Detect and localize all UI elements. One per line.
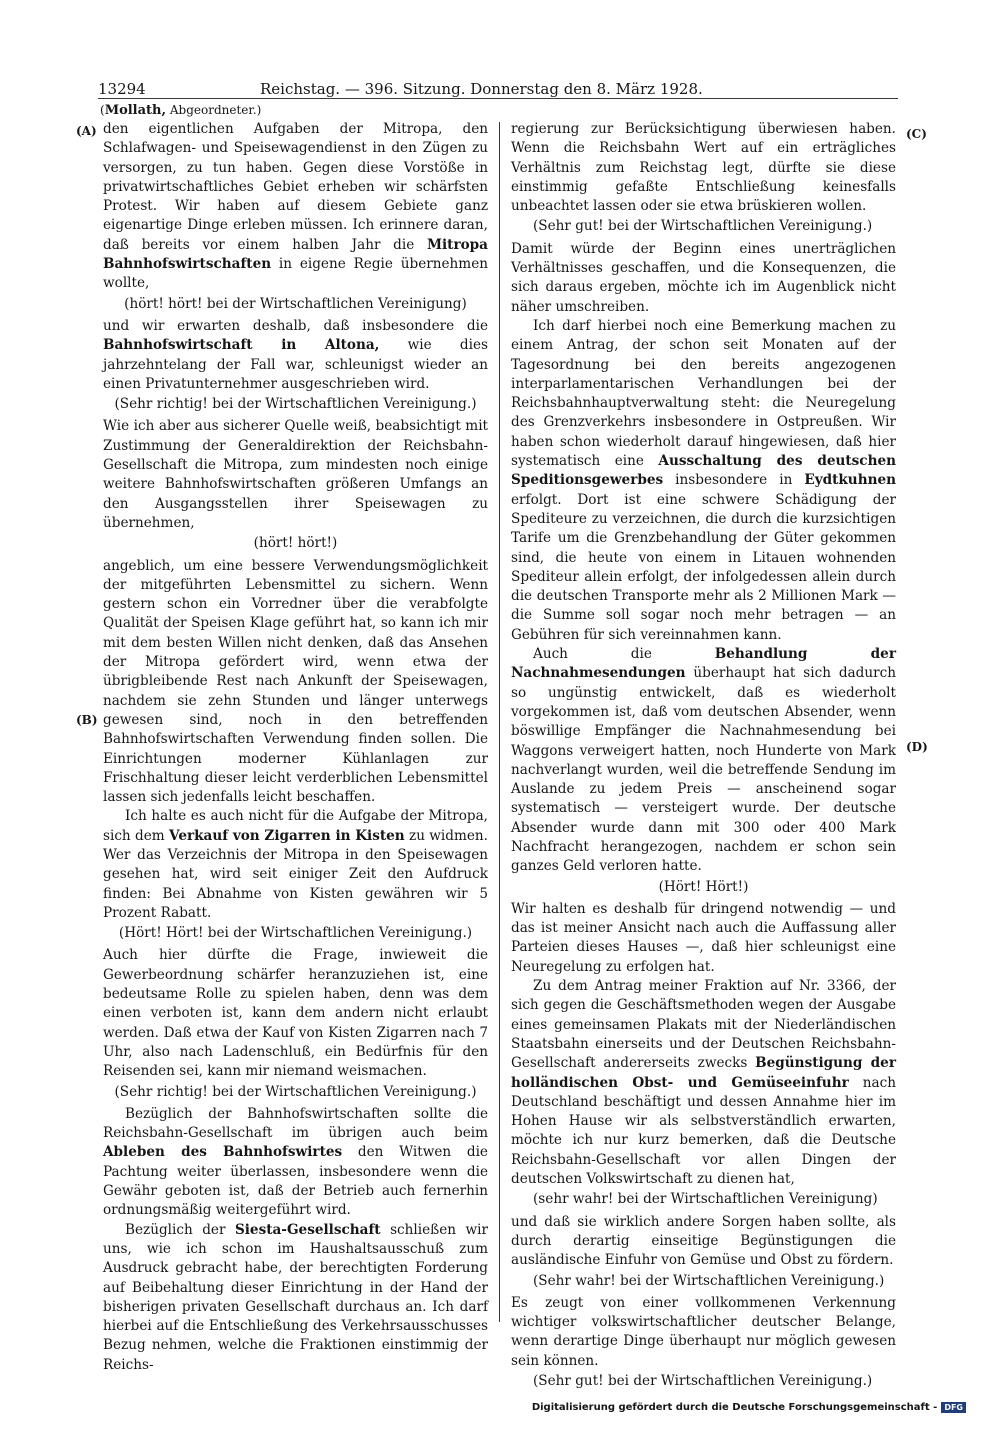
margin-marker-b: (B): [76, 713, 98, 727]
text: zu widmen. Wer das Verzeichnis der Mitropa in den Speisewagen gesehen hat, wird seit einiger Zeit den Aufdruck finden: Bei Abnahme von Kisten gewähren wir 5 Prozent Rabatt.: [103, 827, 488, 921]
interjection: (hört! hört! bei der Wirtschaftlichen Vereinigung): [124, 295, 467, 312]
speaker-line: [100, 103, 261, 118]
dfg-logo: DFG: [941, 1402, 966, 1413]
paragraph: [103, 1221, 488, 1375]
text: in eigene Regie übernehmen wollte,: [103, 256, 488, 292]
paragraph: Wir halten es deshalb für dringend notwendig — und das ist meiner Ansicht nach auch die Auffassung aller Parteien dieses Hauses —, daß hier schleunigst eine Neuregelung zu erfolgen hat.: [511, 900, 896, 975]
text: den eigentlichen Aufgaben der Mitropa, den Schlafwagen- und Speisewagendienst in den Zügen zu versorgen, zu tun haben. Gegen diese Vorstöße in privatwirtschaftliches Gebiet erheben wir schärfsten Protest. Wir haben auf diesem Gebiete ganz eigenartige Dinge erleben müssen. Ich erinnere daran, daß bereits vor einem halben Jahr die: [103, 121, 488, 253]
header-rule: [98, 98, 898, 99]
interjection: (sehr wahr! bei der Wirtschaftlichen Vereinigung): [533, 1191, 878, 1208]
margin-marker-a: (A): [76, 124, 97, 138]
text: Auch die: [533, 646, 715, 663]
margin-marker-d: (D): [906, 740, 928, 754]
paragraph: Wie ich aber aus sicherer Quelle weiß, beabsichtigt mit Zustimmung der Generaldirektion der Reichsbahn-Gesellschaft die Mitropa, zum mindesten noch einige weitere Bahnhofswirtschaften größeren Umfangs an den Ausgangsstellen ihrer Speisewagen zu übernehmen,: [103, 418, 488, 531]
paragraph: [511, 645, 896, 877]
paragraph: [103, 120, 488, 294]
column-rule: [499, 122, 500, 1322]
interjection: (Sehr richtig! bei der Wirtschaftlichen Vereinigung.): [114, 1083, 477, 1100]
text: schließen wir uns, wie ich schon im Haushaltsausschuß zum Ausdruck gebracht habe, der berechtigten Forderung auf Beibehaltung dieser Einrichtung in der Hand der bisherigen privaten Gesellschaft durchaus an. Ich darf hierbei auf die Entschließung des Verkehrsausschusses Bezug nehmen, welche die Fraktionen einstimmig der Reichs-: [103, 1221, 489, 1373]
paragraph: [103, 317, 488, 394]
paragraph: [511, 317, 896, 645]
emphasis: Ableben des Bahnhofswirtes: [103, 1144, 343, 1161]
emphasis: Behandlung der Nachnahmesendungen: [511, 646, 896, 682]
text: und wir erwarten deshalb, daß insbesondere die: [103, 317, 488, 334]
interjection: (Sehr gut! bei der Wirtschaftlichen Vereinigung.): [533, 1373, 873, 1389]
interjection: (hört! hört!): [253, 535, 338, 552]
interjection: (Sehr gut! bei der Wirtschaftlichen Vereinigung.): [533, 218, 873, 235]
margin-marker-c: (C): [906, 127, 927, 141]
text: nach Deutschland beschäftigt und dessen Annahme hier im Hohen Hause wir als selbstverständlich erwarten, möchte ich nur kurz bemerken, daß die Deutsche Reichsbahn-Gesellschaft vor allen Dingen der deutschen Volkswirtschaft zu dienen hat,: [511, 1074, 896, 1188]
paragraph: regierung zur Berücksichtigung überwiesen haben. Wenn die Reichsbahn Wert auf ein erträgliches Verhältnis zum Reichstag legt, dürfte sie diese einstimmig gefaßte Entschließung keinesfalls unbeachtet lassen oder sie etwa brüskieren wollen.: [511, 121, 896, 215]
speaker-role: Abgeordneter.): [169, 103, 262, 117]
text: Zu dem Antrag meiner Fraktion auf Nr. 3366, der sich gegen die Geschäftsmethoden wegen der Ausgabe eines gemeinsamen Plakats mit der Niederländischen Staatsbahn einerseits und der Deutschen Reichsbahn-Gesellschaft andererseits zwecks: [511, 978, 896, 1072]
paragraph: [103, 807, 488, 923]
emphasis: Begünstigung der holländischen Obst- und Gemüseeinfuhr: [511, 1055, 896, 1091]
text: Bezüglich der: [125, 1221, 235, 1238]
digitization-credit: [532, 1402, 966, 1413]
paragraph: und daß sie wirklich andere Sorgen haben sollte, als durch derartig einseitige Begünstigungen die ausländische Einfuhr von Gemüse und Obst zu fördern.: [511, 1213, 896, 1269]
running-head: Reichstag. — 396. Sitzung. Donnerstag den 8. März 1928.: [260, 80, 703, 98]
text: Bezüglich der Bahnhofswirtschaften sollte die Reichsbahn-Gesellschaft im übrigen auch beim: [103, 1105, 488, 1142]
interjection: (Hört! Hört! bei der Wirtschaftlichen Vereinigung.): [118, 925, 473, 942]
emphasis: Eydtkuhnen: [804, 472, 896, 489]
paragraph: angeblich, um eine bessere Verwendungsmöglichkeit der mitgeführten Lebensmittel zu sichern. Wenn gestern schon ein Vorredner über die verabfolgte Qualität der Speisen Klage geführt hat, so kann ich mir mit dem besten Willen nicht denken, daß das Ansehen der Mitropa gefördert wird, wenn etwa der übrigbleibende Rest nach Ankunft der Speisewagen, nachdem sie zehn Stunden und länger unterwegs gewesen sind, noch in den betreffenden Bahnhofswirtschaften Verwendung finden sollen. Die Einrichtungen moderner Kühlanlagen zur Frischhaltung dieser leicht verderblichen Lebensmittel lassen sich jedenfalls leicht beschaffen.: [103, 557, 488, 806]
credit-text: Digitalisierung gefördert durch die Deutsche Forschungsgemeinschaft -: [531, 1402, 938, 1413]
page-number: 13294: [98, 80, 146, 98]
speaker-open: (: [100, 103, 105, 117]
emphasis: Bahnhofswirtschaft in Altona,: [103, 337, 380, 354]
emphasis: Verkauf von Zigarren in Kisten: [169, 827, 405, 844]
text: den Witwen die Pachtung weiter überlassen, insbesondere wenn die Gewähr geboten ist, daß der Betrieb auch fernerhin ordnungsmäßig weitergeführt wird.: [103, 1144, 488, 1219]
paragraph: Auch hier dürfte die Frage, inwieweit die Gewerbeordnung schärfer heranzuziehen ist, eine bedeutsame Rolle zu spielen haben, denn was dem einen verboten ist, kann dem andern nicht erlaubt werden. Daß etwa der Kauf von Kisten Zigarren nach 7 Uhr, also nach Ladenschluß, ein Bedürfnis für den Reisenden sei, kann mir niemand weismachen.: [103, 947, 488, 1080]
emphasis: Siesta-Gesellschaft: [234, 1221, 381, 1238]
right-column: [511, 120, 896, 1394]
paragraph: Damit würde der Beginn eines unerträglichen Verhältnisses geschaffen, und die Konsequenzen, die sich daraus ergeben, möchte ich im Augenblick nicht näher umschreiben.: [511, 240, 896, 315]
emphasis: Ausschaltung des deutschen Speditionsgewerbes: [511, 453, 897, 489]
left-column: [103, 120, 488, 1375]
interjection: (Sehr richtig! bei der Wirtschaftlichen Vereinigung.): [114, 396, 477, 413]
text: überhaupt hat sich dadurch so ungünstig entwickelt, daß es wiederholt vorgekommen ist, daß vom deutschen Absender, wenn böswillige Empfänger die Nachnahmesendung bei Waggons verweigert hatten, noch Hunderte von Mark nachverlangt wurden, weil die betreffende Sendung im Auslande zu jedem Preis — anscheinend sogar systematisch — versteigert wurde. Der deutsche Absender wurde dann mit 300 oder 400 Mark Nachfracht herangezogen, nachdem er schon sein ganzes Geld verloren hatte.: [511, 665, 896, 875]
text: Ich darf hierbei noch eine Bemerkung machen zu einem Antrag, der schon seit Monaten auf der Tagesordnung bei den bereits angezogenen interparlamentarischen Verhandlungen bei der Reichsbahnhauptverwaltung steht: die Neuregelung des Grenzverkehrs insbesondere in Ostpreußen. Wir haben schon wiederholt darauf hingewiesen, daß hier systematisch eine: [511, 317, 896, 470]
interjection: (Hört! Hört!): [658, 878, 749, 895]
interjection: (Sehr wahr! bei der Wirtschaftlichen Vereinigung.): [533, 1272, 885, 1289]
paragraph: [103, 1105, 488, 1221]
paragraph: [511, 977, 896, 1189]
text: insbesondere in: [663, 472, 805, 489]
paragraph: Es zeugt von einer vollkommenen Verkennung wichtiger volkswirtschaftlicher deutscher Belange, wenn derartige Dinge überhaupt nur möglich gewesen sein können.: [511, 1294, 896, 1369]
text: wie dies jahrzehntelang der Fall war, schleunigst wieder an einen Privatunternehmer ausgeschrieben wird.: [103, 337, 488, 392]
emphasis: Mitropa Bahnhofswirtschaften: [103, 236, 488, 273]
speaker-name: Mollath,: [104, 103, 167, 118]
text: erfolgt. Dort ist eine schwere Schädigung der Spediteure zu verzeichnen, die durch die kurzsichtigen Tarife um die Grenzbehandlung der Güter gekommen sind, die heute von einem in Litauen wohnenden Spediteur allein erfolgt, der infolgedessen allein durch die deutschen Transporte mehr als 2 Millionen Mark — die Summe soll sogar noch mehr betragen — an Gebühren für sich vereinnahmen kann.: [511, 491, 896, 643]
text: Ich halte es auch nicht für die Aufgabe der Mitropa, sich dem: [103, 808, 488, 844]
